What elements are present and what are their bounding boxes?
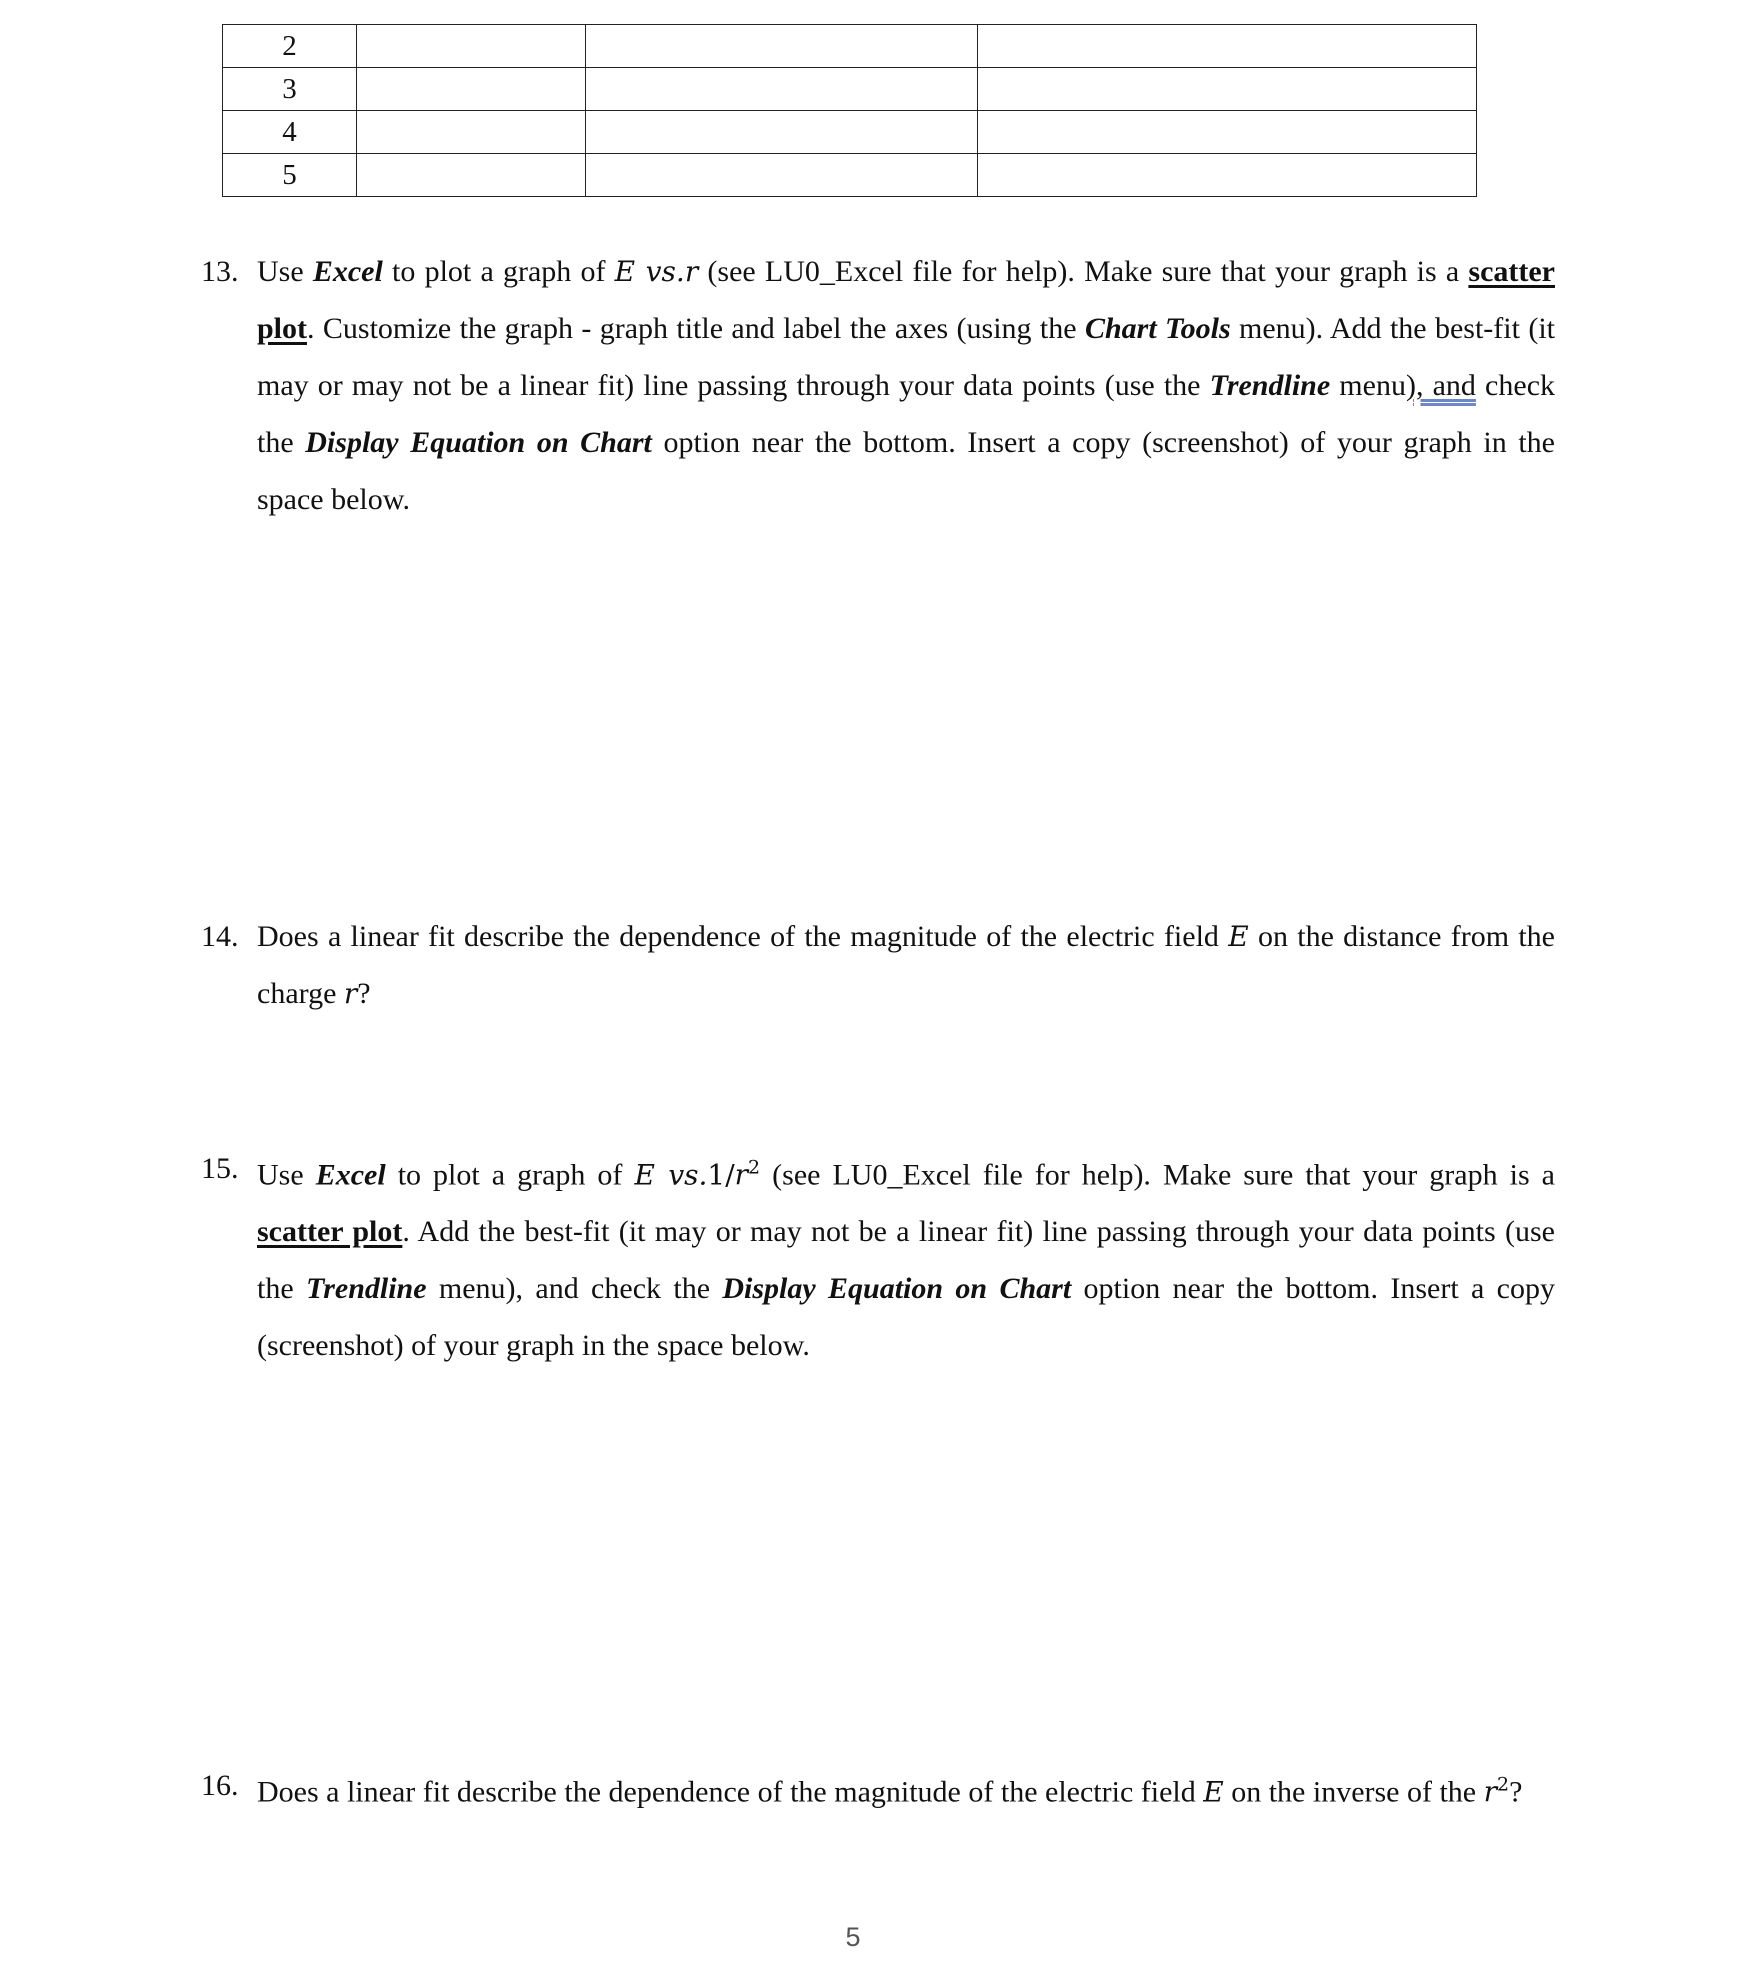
math-one-over: 1/ — [707, 1158, 735, 1192]
table-cell — [357, 111, 586, 154]
emphasis-trendline: Trendline — [1209, 369, 1331, 402]
table-row — [223, 25, 1477, 68]
data-table — [222, 24, 1477, 197]
emphasis-excel: Excel — [312, 255, 383, 288]
text-run: check the — [257, 369, 1556, 459]
text-run: to plot a graph of — [385, 1158, 635, 1192]
text-run: Use — [257, 255, 313, 288]
text-run: (see LU0_Excel file for help). Make sure that your graph is a — [698, 255, 1469, 288]
question-15 — [201, 1140, 1555, 1374]
math-vs: vs. — [654, 1158, 708, 1192]
question-text — [257, 908, 1555, 1022]
question-number: 16. — [201, 1769, 239, 1802]
question-number: 15. — [201, 1152, 239, 1185]
table-cell-num: 2 — [223, 25, 357, 68]
table-cell — [586, 68, 978, 111]
math-e: E — [634, 1158, 655, 1192]
table-cell — [586, 154, 978, 197]
table-cell — [978, 111, 1477, 154]
table-row — [223, 154, 1477, 197]
emphasis-scatter-plot: scatter plot — [257, 255, 1555, 345]
math-e: E — [614, 255, 636, 288]
table-cell — [357, 68, 586, 111]
text-run: Does a linear fit describe the dependence of the magnitude of the electric field — [257, 920, 1229, 953]
question-number: 13. — [201, 255, 239, 288]
math-r: r — [1483, 1775, 1498, 1809]
table-row — [223, 68, 1477, 111]
grammar-squiggle[interactable]: ), and — [1405, 369, 1476, 402]
table-cell — [978, 25, 1477, 68]
text-run: menu — [1330, 369, 1406, 402]
text-run: (see LU0_Excel file for help). Make sure that your graph is a — [760, 1158, 1555, 1192]
emphasis-excel: Excel — [315, 1158, 386, 1192]
text-run: option near the bottom. Insert a copy (screenshot) of your graph in the space below. — [257, 1272, 1555, 1363]
question-text — [257, 1140, 1555, 1374]
question-number: 14. — [201, 920, 239, 953]
table-cell — [586, 111, 978, 154]
question-14 — [201, 908, 1555, 1022]
math-e: E — [1203, 1775, 1224, 1809]
text-run: on the distance from the charge — [257, 920, 1555, 1010]
text-run: . Add the best-fit (it may or may not be a linear fit) line passing through your data points (use the — [257, 1215, 1555, 1306]
math-exponent: 2 — [748, 1157, 761, 1179]
table-cell-num: 3 — [223, 68, 357, 111]
table-cell-num: 4 — [223, 111, 357, 154]
page-number: 5 — [845, 1922, 861, 1952]
table-row — [223, 111, 1477, 154]
table-cell-num: 5 — [223, 154, 357, 197]
math-e: E — [1228, 920, 1249, 953]
text-run: on the inverse of the — [1223, 1775, 1484, 1809]
text-run: option near the bottom. Insert a copy (screenshot) of your graph in the space below. — [257, 426, 1556, 516]
question-text — [257, 243, 1555, 528]
math-vs: vs. — [635, 255, 685, 288]
text-run: . Customize the graph - graph title and label the axes (using the — [307, 312, 1085, 345]
emphasis-scatter-plot: scatter plot — [257, 1215, 403, 1249]
math-exponent: 2 — [1497, 1774, 1510, 1796]
question-text — [257, 1757, 1555, 1820]
math-r: r — [684, 255, 699, 288]
emphasis-trendline: Trendline — [306, 1272, 427, 1306]
emphasis-display-equation: Display Equation on Chart — [305, 426, 652, 459]
table-cell — [586, 25, 978, 68]
text-run: Does a linear fit describe the dependence of the magnitude of the electric field — [257, 1775, 1204, 1809]
emphasis-display-equation: Display Equation on Chart — [722, 1272, 1072, 1306]
emphasis-chart-tools: Chart Tools — [1084, 312, 1231, 345]
math-r-squared — [1484, 1775, 1509, 1808]
table-cell — [357, 154, 586, 197]
text-run: menu), and check the — [426, 1272, 723, 1306]
text-run: ? — [1509, 1775, 1523, 1809]
table-cell — [978, 68, 1477, 111]
text-run: ? — [357, 977, 371, 1010]
math-r: r — [734, 1158, 749, 1192]
math-r: r — [343, 977, 358, 1010]
text-run: menu). Add the best-fit (it may or may not be a linear fit) line passing through your data points (use the — [257, 312, 1555, 402]
question-16 — [201, 1757, 1555, 1820]
text-run: to plot a graph of — [382, 255, 615, 288]
table-cell — [978, 154, 1477, 197]
math-r-squared — [735, 1158, 760, 1191]
text-run: Use — [257, 1158, 316, 1192]
question-13 — [201, 243, 1555, 528]
table-cell — [357, 25, 586, 68]
